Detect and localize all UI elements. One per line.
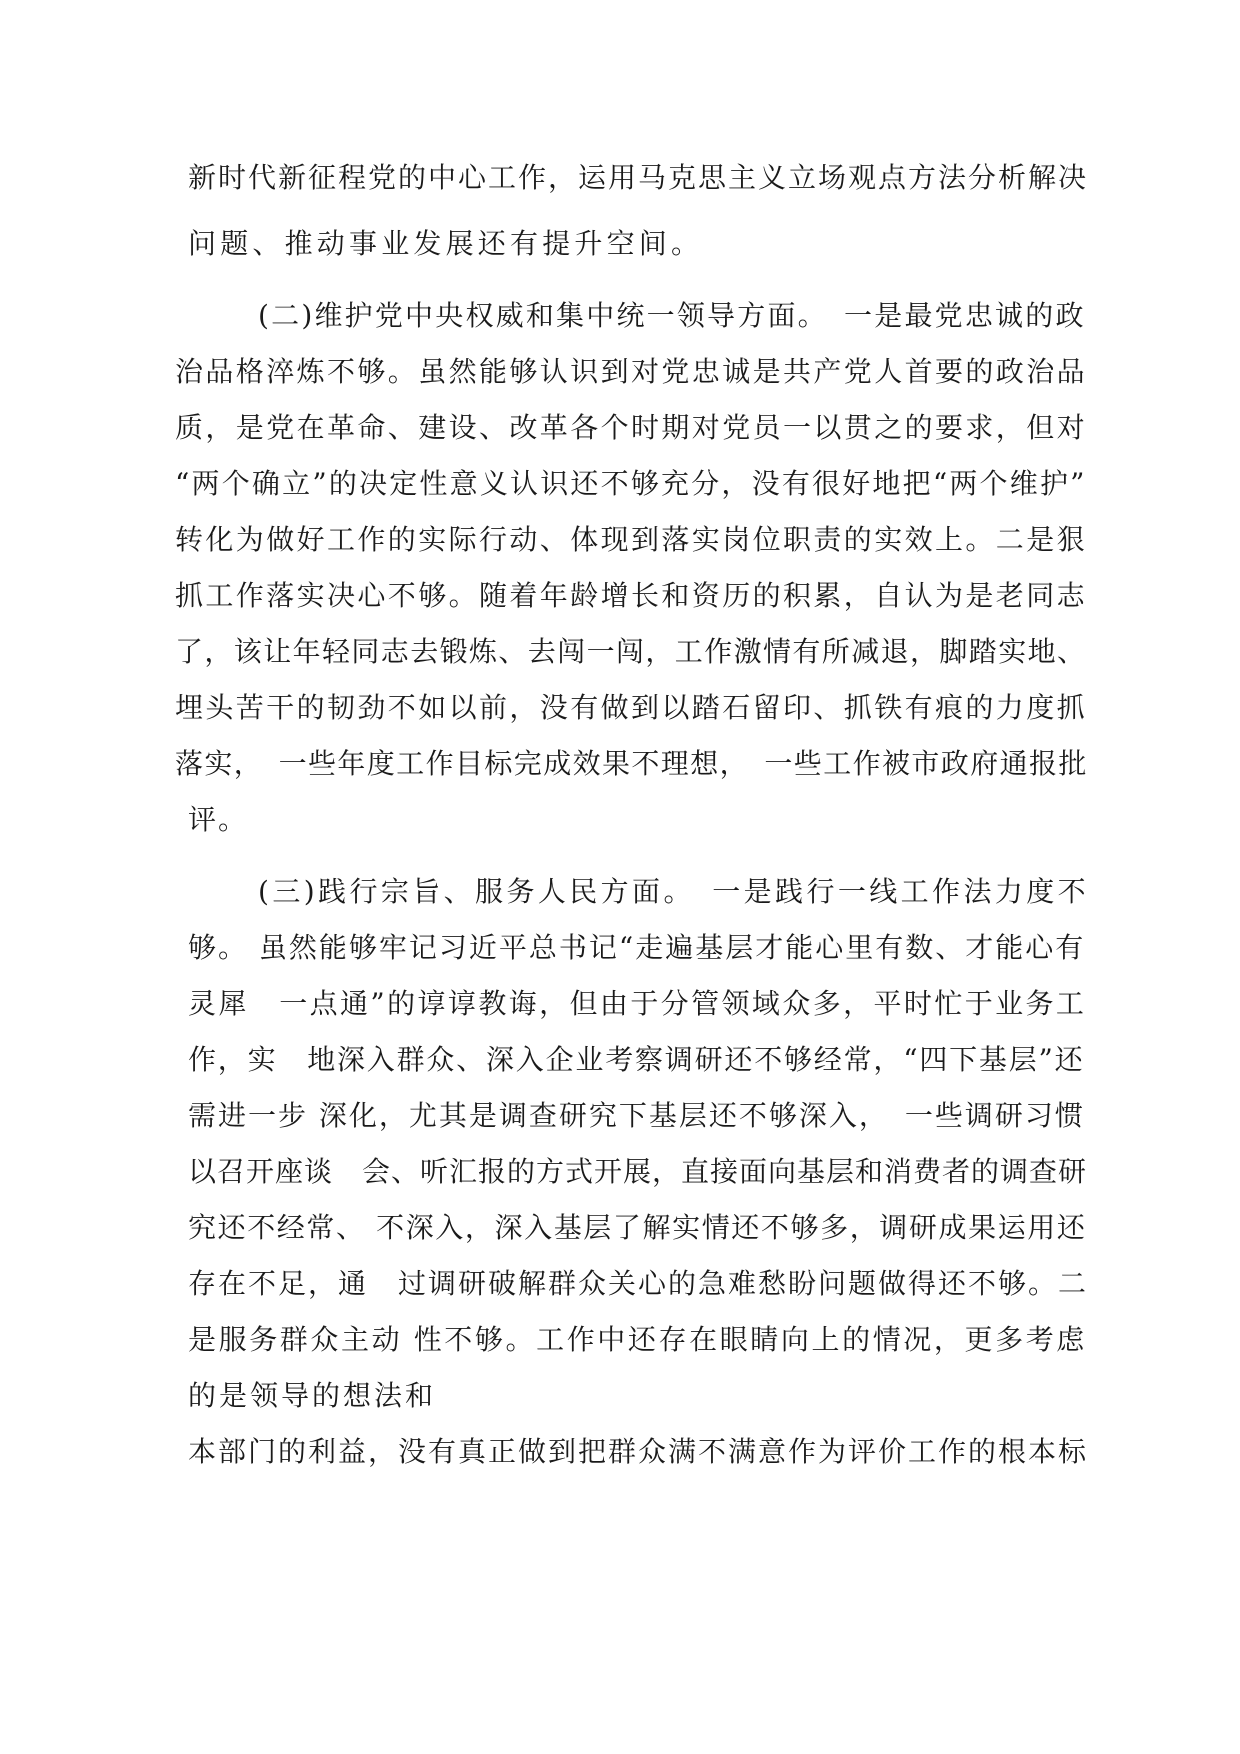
text-line: 抓工作落实决心不够。随着年龄增长和资历的积累，自认为是老同志: [175, 579, 1088, 612]
text-line: 灵犀 一点通”的谆谆教诲，但由于分管领域众多，平时忙于业务工: [188, 987, 1087, 1020]
text-line: 够。 虽然能够牢记习近平总书记“走遍基层才能心里有数、才能心有: [188, 931, 1086, 964]
text-line: 转化为做好工作的实际行动、体现到落实岗位职责的实效上。二是狠: [175, 523, 1088, 556]
text-line: 评。: [188, 803, 249, 836]
text-line: 埋头苦干的韧劲不如以前，没有做到以踏石留印、抓铁有痕的力度抓: [175, 691, 1088, 724]
text-line: 了，该让年轻同志去锻炼、去闯一闯，工作激情有所减退，脚踏实地、: [175, 635, 1087, 668]
text-line: 本部门的利益，没有真正做到把群众满不满意作为评价工作的根本标: [188, 1435, 1089, 1468]
text-line: 作，实 地深入群众、深入企业考察调研还不够经常，“四下基层”还: [188, 1043, 1085, 1076]
text-line: 是服务群众主动 性不够。工作中还存在眼睛向上的情况，更多考虑: [188, 1323, 1087, 1356]
text-line: 质，是党在革命、建设、改革各个时期对党员一以贯之的要求，但对: [175, 411, 1088, 444]
text-line: 以召开座谈 会、听汇报的方式开展，直接面向基层和消费者的调查研: [188, 1155, 1088, 1188]
text-line: 新时代新征程党的中心工作，运用马克思主义立场观点方法分析解决: [188, 161, 1089, 194]
text-line: (二)维护党中央权威和集中统一领导方面。 一是最党忠诚的政: [258, 299, 1086, 332]
text-line: 治品格淬炼不够。虽然能够认识到对党忠诚是共产党人首要的政治品: [175, 355, 1088, 388]
text-line: 究还不经常、 不深入，深入基层了解实情还不够多，调研成果运用还: [188, 1211, 1087, 1244]
text-line: 的是领导的想法和: [188, 1379, 437, 1412]
text-line: 问题、推动事业发展还有提升空间。: [188, 227, 704, 260]
text-line: (三)践行宗旨、服务人民方面。 一是践行一线工作法力度不: [258, 875, 1090, 908]
text-line: 需进一步 深化，尤其是调查研究下基层还不够深入， 一些调研习惯: [188, 1099, 1085, 1132]
text-line: 存在不足，通 过调研破解群众关心的急难愁盼问题做得还不够。二: [188, 1267, 1089, 1300]
text-line: 落实， 一些年度工作目标完成效果不理想， 一些工作被市政府通报批: [175, 747, 1088, 780]
text-line: “两个确立”的决定性意义认识还不够充分，没有很好地把“两个维护”: [175, 467, 1087, 500]
